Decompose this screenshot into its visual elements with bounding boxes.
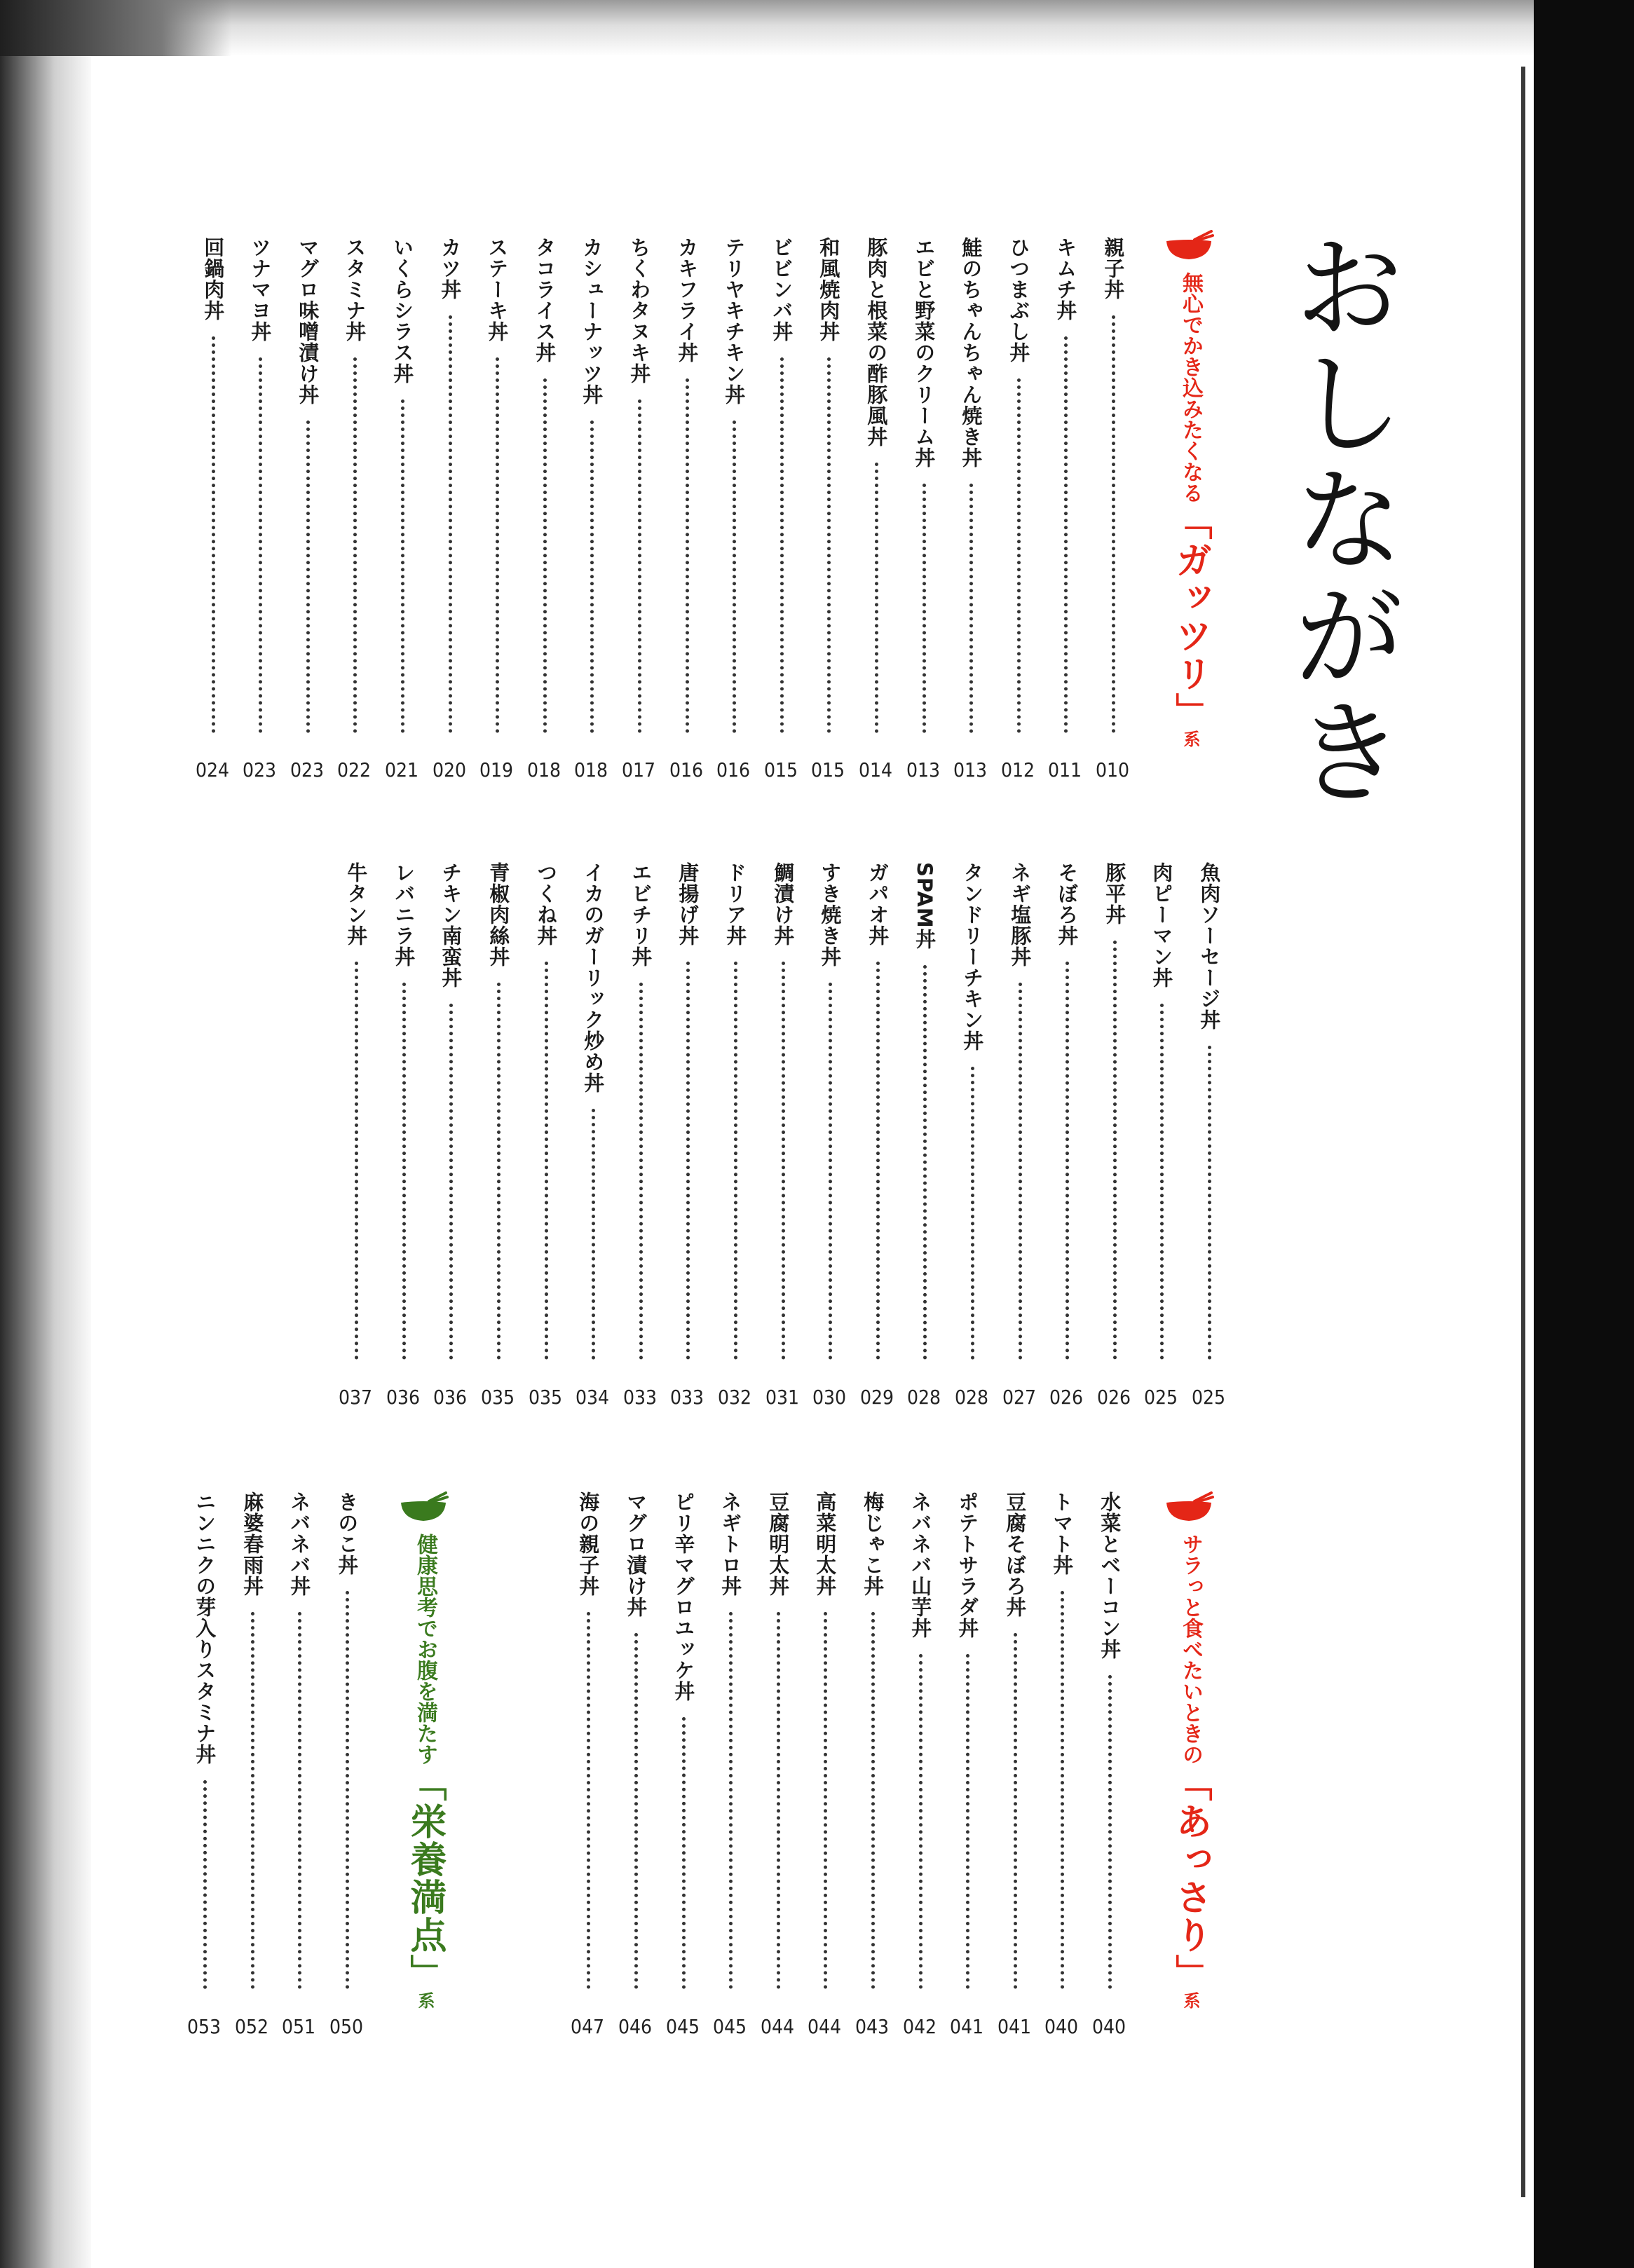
recipe-name: イカのガーリック炒め丼	[581, 862, 606, 1093]
toc-entry	[669, 862, 704, 1409]
toc-entry-line	[297, 237, 318, 749]
toc-entry-line	[771, 237, 792, 749]
top-scan-shadow	[0, 0, 1634, 56]
toc-entry-line	[1008, 862, 1033, 1375]
page-number: 018	[573, 758, 608, 781]
toc-entry	[622, 862, 658, 1409]
toc-entry	[1096, 862, 1131, 1409]
dot-leader	[1019, 983, 1022, 1360]
toc-entry	[1000, 237, 1035, 781]
recipe-name: すき焼き丼	[818, 862, 843, 967]
toc-entry	[386, 862, 421, 1409]
page-number: 018	[526, 758, 561, 781]
recipe-name: テリヤキチキン丼	[722, 237, 747, 405]
section-suffix: 系	[415, 1992, 435, 2009]
recipe-name: そぼろ丼	[1055, 862, 1080, 946]
dot-leader	[1113, 941, 1117, 1360]
page-number: 052	[234, 2015, 269, 2038]
toc-entry	[906, 862, 941, 1409]
dot-leader	[203, 1780, 207, 1989]
toc-entry	[1191, 862, 1226, 1409]
toc-entry-line	[486, 237, 508, 749]
toc-entry	[290, 237, 325, 781]
toc-entry-line	[818, 862, 843, 1375]
recipe-name: ネバネバ山芋丼	[908, 1491, 933, 1639]
toc-entry	[1044, 1491, 1079, 2038]
toc-entry-line	[583, 862, 604, 1375]
toc-entry	[902, 1491, 937, 2038]
recipe-name: ひつまぶし丼	[1007, 237, 1031, 363]
page-number: 035	[480, 1386, 515, 1409]
page-number: 016	[716, 758, 751, 781]
page-number: 028	[906, 1386, 941, 1409]
recipe-name: つくね丼	[534, 862, 559, 946]
dot-leader	[966, 1654, 969, 1989]
page-number: 047	[570, 2015, 605, 2038]
recipe-name: トマト丼	[1050, 1491, 1075, 1576]
page-number: 017	[621, 758, 656, 781]
toc-entry-line	[1008, 237, 1029, 749]
toc-entry-line	[866, 237, 887, 749]
toc-entry	[186, 1491, 222, 2038]
dot-leader	[496, 357, 499, 733]
dot-leader	[969, 484, 973, 733]
recipe-name: カシューナッツ丼	[580, 237, 604, 405]
toc-entry	[953, 237, 988, 781]
dot-leader	[729, 1612, 733, 1989]
dot-leader	[829, 983, 832, 1360]
dot-leader	[733, 421, 736, 733]
toc-entry	[997, 1491, 1032, 2038]
page-number: 043	[855, 2015, 890, 2038]
page-number: 023	[290, 758, 325, 781]
toc-entry	[480, 862, 515, 1409]
page-number: 013	[906, 758, 941, 781]
page-number: 044	[807, 2015, 842, 2038]
page-number: 041	[949, 2015, 984, 2038]
recipe-name: キムチ丼	[1054, 237, 1078, 321]
toc-entry	[621, 237, 656, 781]
recipe-name: スタミナ丼	[343, 237, 367, 342]
recipe-name: SPAM丼	[913, 862, 937, 950]
toc-entry-line	[914, 862, 935, 1375]
page-number: 037	[338, 1386, 373, 1409]
toc-entry-line	[1005, 1491, 1026, 2004]
page-number: 019	[479, 758, 514, 781]
recipe-name: 鯛漬け丼	[771, 862, 796, 946]
page-number: 046	[618, 2015, 653, 2038]
recipe-name: 回鍋肉丼	[201, 237, 226, 321]
page-number: 045	[665, 2015, 700, 2038]
dot-leader	[1017, 378, 1021, 733]
toc-entry	[573, 237, 608, 781]
page-number: 020	[432, 758, 467, 781]
page-number: 035	[528, 1386, 563, 1409]
recipe-name: タンドリーチキン丼	[960, 862, 985, 1051]
recipe-name: ポテトサラダ丼	[955, 1491, 980, 1639]
toc-entry	[526, 237, 561, 781]
recipe-name: 梅じゃこ丼	[861, 1491, 885, 1597]
dot-leader	[875, 463, 878, 733]
toc-entry-line	[440, 237, 461, 749]
section-heading-assari	[1169, 1533, 1211, 2009]
recipe-name: タコライス丼	[533, 237, 557, 363]
toc-entry	[195, 237, 230, 781]
toc-entry	[1049, 862, 1084, 1409]
toc-entry-line	[725, 862, 746, 1375]
toc-entry	[760, 1491, 795, 2038]
section-subtitle: 無心でかき込みたくなる	[1178, 272, 1203, 503]
toc-entry-line	[440, 862, 461, 1375]
recipe-name: 牛タン丼	[344, 862, 369, 946]
recipe-name: エビと野菜のクリーム丼	[912, 237, 937, 468]
page-number: 028	[954, 1386, 989, 1409]
page-number: 033	[669, 1386, 704, 1409]
toc-entry	[954, 862, 989, 1409]
toc-entry-line	[912, 237, 937, 749]
toc-entry-line	[862, 1491, 883, 2004]
recipe-name: マグロ漬け丼	[624, 1491, 648, 1618]
page-number: 036	[386, 1386, 421, 1409]
toc-entry	[807, 1491, 842, 2038]
dot-leader	[682, 1717, 686, 1989]
recipe-name: 青椒肉絲丼	[486, 862, 511, 967]
recipe-name: ネギトロ丼	[719, 1491, 743, 1597]
bowl-icon	[1164, 1491, 1214, 1524]
toc-entry-line	[250, 237, 271, 749]
toc-entry-line	[534, 237, 555, 749]
page-edge	[1521, 67, 1525, 2197]
dot-leader	[543, 378, 547, 733]
recipe-name: きのこ丼	[335, 1491, 360, 1576]
page-number: 025	[1191, 1386, 1226, 1409]
recipe-name: ステーキ丼	[485, 237, 510, 342]
toc-entry	[281, 1491, 316, 2038]
page-number: 029	[859, 1386, 894, 1409]
recipe-name: ドリア丼	[723, 862, 748, 946]
bowl-icon	[1164, 230, 1214, 262]
dot-leader	[922, 484, 926, 733]
page-number: 025	[1143, 1386, 1178, 1409]
recipe-name: ネバネバ丼	[287, 1491, 312, 1597]
section-title: 「ガッツリ」	[1169, 503, 1211, 730]
dot-leader	[401, 399, 404, 733]
page-number: 031	[765, 1386, 800, 1409]
toc-entry	[1143, 862, 1178, 1409]
dot-leader	[639, 983, 643, 1360]
recipe-name: 豆腐明太丼	[766, 1491, 791, 1597]
recipe-name: チキン南蛮丼	[439, 862, 463, 988]
page-number: 051	[281, 2015, 316, 2038]
page-number: 026	[1096, 1386, 1131, 1409]
section-suffix: 系	[1180, 1992, 1200, 2009]
dot-leader	[1160, 1004, 1164, 1360]
dot-leader	[686, 962, 690, 1360]
toc-entry	[338, 862, 373, 1409]
page-number: 026	[1049, 1386, 1084, 1409]
page-number: 050	[329, 2015, 364, 2038]
dot-leader	[1108, 1675, 1112, 1989]
toc-entry	[618, 1491, 653, 2038]
toc-entry	[765, 862, 800, 1409]
recipe-name: 魚肉ソーセージ丼	[1197, 862, 1222, 1030]
toc-entry-line	[910, 1491, 931, 2004]
dot-leader	[449, 1004, 453, 1360]
toc-entry-line	[536, 862, 557, 1375]
scanner-background	[1534, 0, 1634, 2268]
page-number: 045	[712, 2015, 747, 2038]
page-number: 044	[760, 2015, 795, 2038]
top-corner-shadow	[0, 0, 231, 56]
page-number: 013	[953, 758, 988, 781]
toc-entry-line	[488, 862, 509, 1375]
dot-leader	[259, 357, 262, 733]
toc-entry-line	[1055, 237, 1076, 749]
page-number: 022	[336, 758, 372, 781]
toc-entry	[432, 237, 467, 781]
dot-leader	[876, 962, 880, 1360]
page-number: 040	[1091, 2015, 1126, 2038]
recipe-name: いくらシラス丼	[390, 237, 415, 384]
toc-entry	[384, 237, 419, 781]
toc-entry-line	[867, 862, 888, 1375]
toc-entry	[336, 237, 372, 781]
recipe-name: 高菜明太丼	[813, 1491, 838, 1597]
recipe-name: 和風焼肉丼	[817, 237, 841, 342]
toc-entry-line	[772, 862, 794, 1375]
recipe-name: 海の親子丼	[576, 1491, 601, 1597]
dot-leader	[827, 357, 831, 733]
dot-leader	[402, 983, 406, 1360]
dot-leader	[1065, 962, 1069, 1360]
dot-leader	[734, 962, 737, 1360]
toc-entry-line	[203, 237, 224, 749]
dot-leader	[971, 1067, 974, 1360]
toc-entry	[242, 237, 277, 781]
dot-leader	[306, 421, 310, 733]
toc-entry	[812, 862, 847, 1409]
toc-entry	[906, 237, 941, 781]
page-number: 012	[1000, 758, 1035, 781]
section-title: 「栄養満点」	[404, 1765, 446, 1992]
toc-entry-line	[815, 1491, 836, 2004]
toc-entry-line	[962, 862, 983, 1375]
section-title: 「あっさり」	[1169, 1765, 1211, 1992]
page-number: 016	[669, 758, 704, 781]
dot-leader	[638, 399, 641, 733]
recipe-name: 親子丼	[1101, 237, 1126, 300]
page-number: 023	[242, 758, 277, 781]
recipe-name: 肉ピーマン丼	[1150, 862, 1174, 988]
section-heading-eiyou	[404, 1533, 446, 2009]
page-number: 041	[997, 2015, 1032, 2038]
toc-entry	[1002, 862, 1037, 1409]
toc-entry	[1091, 1491, 1126, 2038]
dot-leader	[919, 1654, 922, 1989]
toc-entry-line	[675, 237, 700, 749]
toc-entry-line	[768, 1491, 789, 2004]
recipe-name: マグロ味噌漬け丼	[296, 237, 320, 405]
recipe-name: 鮭のちゃんちゃん焼き丼	[959, 237, 983, 468]
toc-entry	[575, 862, 610, 1409]
dot-leader	[497, 983, 501, 1360]
recipe-name: カキフライ丼	[675, 237, 700, 363]
dot-leader	[1061, 1591, 1064, 1989]
toc-entry	[716, 237, 751, 781]
toc-entry-line	[722, 237, 747, 749]
dot-leader	[590, 421, 594, 733]
toc-entry-line	[957, 1491, 978, 2004]
recipe-name: 水菜とベーコン丼	[1098, 1491, 1122, 1660]
toc-entry-line	[1104, 862, 1125, 1375]
toc-entry-line	[673, 1491, 694, 2004]
dot-leader	[686, 378, 689, 733]
dot-leader	[449, 315, 452, 733]
toc-entry-line	[393, 862, 414, 1375]
recipe-name: 麻婆春雨丼	[240, 1491, 265, 1597]
toc-entry	[1095, 237, 1130, 781]
recipe-name: レバニラ丼	[392, 862, 416, 967]
toc-entry-line	[194, 1491, 215, 2004]
recipe-name: 豚平丼	[1103, 862, 1127, 925]
toc-entry-line	[1055, 862, 1080, 1375]
bowl-icon	[398, 1491, 449, 1524]
dot-leader	[355, 962, 358, 1360]
toc-entry	[665, 1491, 700, 2038]
toc-entry	[234, 1491, 269, 2038]
toc-entry	[763, 237, 798, 781]
dot-leader	[871, 1612, 875, 1989]
recipe-name: ガパオ丼	[866, 862, 890, 946]
toc-entry	[810, 237, 845, 781]
toc-entry	[855, 1491, 890, 2038]
page-number: 024	[195, 758, 230, 781]
section-heading-gattsuri	[1169, 272, 1211, 747]
recipe-name: 唐揚げ丼	[676, 862, 700, 946]
page-number: 010	[1095, 758, 1130, 781]
toc-entry	[717, 862, 752, 1409]
toc-entry-line	[1099, 1491, 1120, 2004]
dot-leader	[545, 962, 548, 1360]
dot-leader	[1112, 315, 1115, 733]
section-subtitle: サラっと食べたいときの	[1178, 1533, 1203, 1765]
section-suffix: 系	[1180, 730, 1200, 747]
page-number: 032	[717, 1386, 752, 1409]
toc-entry	[433, 862, 468, 1409]
page-number: 015	[763, 758, 798, 781]
toc-entry-line	[578, 1491, 599, 2004]
recipe-name: ネギ塩豚丼	[1008, 862, 1033, 967]
toc-entry-line	[960, 237, 981, 749]
recipe-name: 豆腐そぼろ丼	[1003, 1491, 1028, 1618]
page-number: 011	[1047, 758, 1082, 781]
recipe-name: ピリ辛マグロユッケ丼	[672, 1491, 696, 1702]
dot-leader	[1064, 336, 1068, 733]
toc-entry	[859, 862, 894, 1409]
recipe-name: ちくわタヌキ丼	[627, 237, 652, 384]
toc-entry-line	[1199, 862, 1220, 1375]
dot-leader	[1208, 1046, 1211, 1360]
toc-entry	[528, 862, 563, 1409]
page-number: 042	[902, 2015, 937, 2038]
toc-entry-line	[720, 1491, 741, 2004]
dot-leader	[923, 965, 927, 1360]
toc-entry	[949, 1491, 984, 2038]
toc-entry-line	[346, 862, 367, 1375]
toc-entry	[479, 237, 514, 781]
page-number: 034	[575, 1386, 610, 1409]
toc-entry	[329, 1491, 364, 2038]
recipe-name: ニンニクの芽入りスタミナ丼	[193, 1491, 217, 1765]
toc-entry	[712, 1491, 747, 2038]
toc-entry-line	[1151, 862, 1172, 1375]
dot-leader	[212, 336, 215, 733]
page-number: 036	[433, 1386, 468, 1409]
page-title: おしながき	[1274, 228, 1405, 809]
page-number: 040	[1044, 2015, 1079, 2038]
toc-entry-line	[625, 1491, 646, 2004]
toc-entry-line	[630, 862, 651, 1375]
dot-leader	[1014, 1633, 1017, 1989]
dot-leader	[353, 357, 357, 733]
toc-entry-line	[242, 1491, 263, 2004]
dot-leader	[298, 1612, 301, 1989]
dot-leader	[824, 1612, 827, 1989]
toc-entry-line	[629, 237, 650, 749]
recipe-name: カツ丼	[438, 237, 463, 300]
recipe-name: ビビンバ丼	[770, 237, 794, 342]
page-number: 033	[622, 1386, 658, 1409]
page-number: 015	[810, 758, 845, 781]
dot-leader	[587, 1612, 590, 1989]
dot-leader	[346, 1591, 349, 1989]
page-number: 021	[384, 758, 419, 781]
recipe-name: エビチリ丼	[629, 862, 653, 967]
toc-entry-line	[392, 237, 413, 749]
binding-shadow	[0, 0, 91, 2268]
page-number: 014	[858, 758, 893, 781]
page-number: 030	[812, 1386, 847, 1409]
page-number: 053	[186, 2015, 222, 2038]
toc-entry-line	[818, 237, 839, 749]
toc-entry	[570, 1491, 605, 2038]
toc-entry	[858, 237, 893, 781]
toc-entry-line	[336, 1491, 358, 2004]
dot-leader	[780, 357, 784, 733]
toc-entry-line	[581, 237, 602, 749]
toc-entry-line	[289, 1491, 310, 2004]
dot-leader	[782, 962, 785, 1360]
toc-entry-line	[344, 237, 365, 749]
dot-leader	[251, 1612, 254, 1989]
recipe-name: 豚肉と根菜の酢豚風丼	[864, 237, 889, 447]
section-subtitle: 健康思考でお腹を満たす	[413, 1533, 437, 1765]
dot-leader	[592, 1109, 595, 1360]
toc-entry	[1047, 237, 1082, 781]
toc-entry-line	[1103, 237, 1124, 749]
page-number: 027	[1002, 1386, 1037, 1409]
dot-leader	[634, 1633, 638, 1989]
dot-leader	[777, 1612, 780, 1989]
toc-entry-line	[677, 862, 698, 1375]
toc-entry	[669, 237, 704, 781]
toc-entry-line	[1051, 1491, 1073, 2004]
recipe-name: ツナマヨ丼	[248, 237, 273, 342]
